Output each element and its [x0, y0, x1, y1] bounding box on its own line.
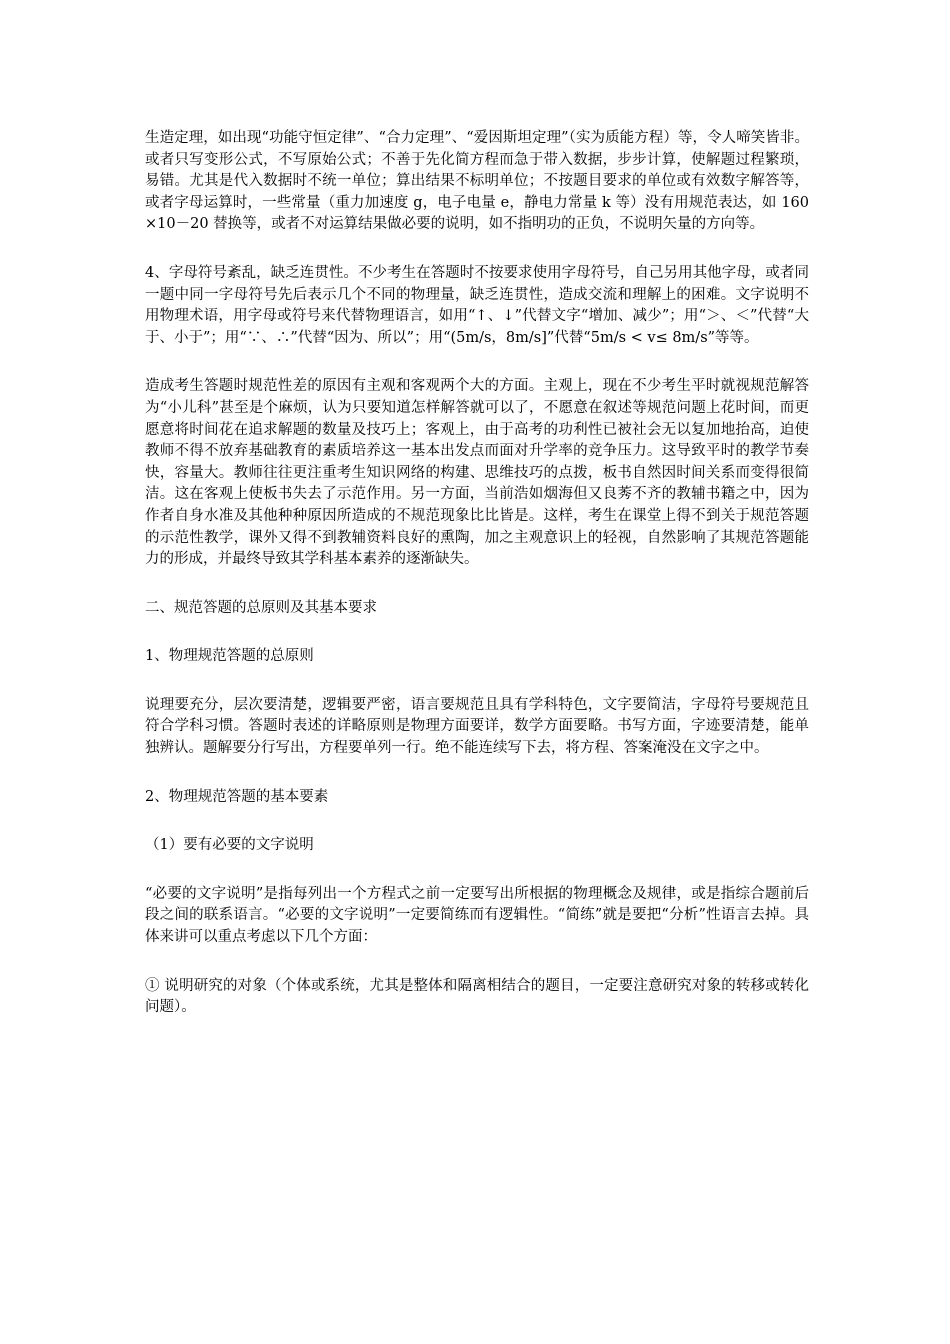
paragraph-general-principle: 说理要充分，层次要清楚，逻辑要严密，语言要规范且具有学科特色，文字要简洁，字母符号要规范且符合学科习惯。答题时表述的详略原则是物理方面要详，数学方面要略。书写方面，字迹要清楚，能单独辨认。题解要分行写出，方程要单列一行。绝不能连续写下去，将方程、答案淹没在文字之中。	[145, 696, 809, 757]
subheading-basic-elements: 2、物理规范答题的基本要素	[145, 788, 329, 805]
section-heading-principles: 二、规范答题的总原则及其基本要求	[145, 599, 377, 616]
paragraph-causes: 造成考生答题时规范性差的原因有主观和客观两个大的方面。主观上，现在不少考生平时就视规范解答为“小儿科”甚至是个麻烦，认为只要知道怎样解答就可以了，不愿意在叙述等规范问题上花时间，而更愿意将时间花在追求解题的数量及技巧上；客观上，由于高考的功利性已被社会无以复加地抬高，迫使教师不得不放弃基础教育的素质培养这一基本出发点而面对升学率的竞争压力。这导致平时的教学节奏快，容量大。教师往往更注重考生知识网络的构建、思维技巧的点拨，板书自然因时间关系而变得很简洁。这在客观上使板书失去了示范作用。另一方面，当前浩如烟海但又良莠不齐的教辅书籍之中，因为作者自身水准及其他种种原因所造成的不规范现象比比皆是。这样，考生在课堂上得不到关于规范答题的示范性教学，课外又得不到教辅资料良好的熏陶，加之主观意识上的轻视，自然影响了其规范答题能力的形成，并最终导致其学科基本素养的逐渐缺失。	[145, 378, 809, 568]
subheading-general-principle: 1、物理规范答题的总原则	[145, 648, 314, 665]
paragraph-common-errors-units: 生造定理，如出现“功能守恒定律”、“合力定理”、“爱因斯坦定理”（实为质能方程）等，令人啼笑皆非。或者只写变形公式，不写原始公式；不善于先化简方程而急于带入数据，步步计算，使解题过程繁琐，易错。尤其是代入数据时不统一单位；算出结果不标明单位；不按题目要求的单位或有效数字解答等，或者字母运算时，一些常量（重力加速度 g，电子电量 e，静电力常量 k 等）没有用规范表达，如 160×10－20 替换等，或者不对运算结果做必要的说明，如不指明功的正负，不说明矢量的方向等。	[145, 130, 809, 233]
paragraph-research-object: ① 说明研究的对象（个体或系统，尤其是整体和隔离相结合的题目，一定要注意研究对象的转移或转化问题）。	[145, 977, 809, 1016]
subheading-text-explanation: （1）要有必要的文字说明	[145, 837, 314, 854]
paragraph-necessary-explanation: “必要的文字说明”是指每列出一个方程式之前一定要写出所根据的物理概念及规律，或是指综合题前后段之间的联系语言。“必要的文字说明”一定要简练而有逻辑性。“简练”就是要把“分析”性语言去掉。具体来讲可以重点考虑以下几个方面：	[145, 885, 809, 946]
paragraph-symbol-confusion: 4、字母符号紊乱，缺乏连贯性。不少考生在答题时不按要求使用字母符号，自己另用其他字母，或者同一题中同一字母符号先后表示几个不同的物理量，缺乏连贯性，造成交流和理解上的困难。文字说明不用物理术语，用字母或符号来代替物理语言，如用“↑、↓”代替文字“增加、减少”；用“＞、＜”代替“大于、小于”；用“∵、∴”代替“因为、所以”；用“(5m/s，8m/s]”代替“5m/s < v≤ 8m/s”等等。	[145, 264, 809, 346]
document-page	[145, 128, 809, 1046]
